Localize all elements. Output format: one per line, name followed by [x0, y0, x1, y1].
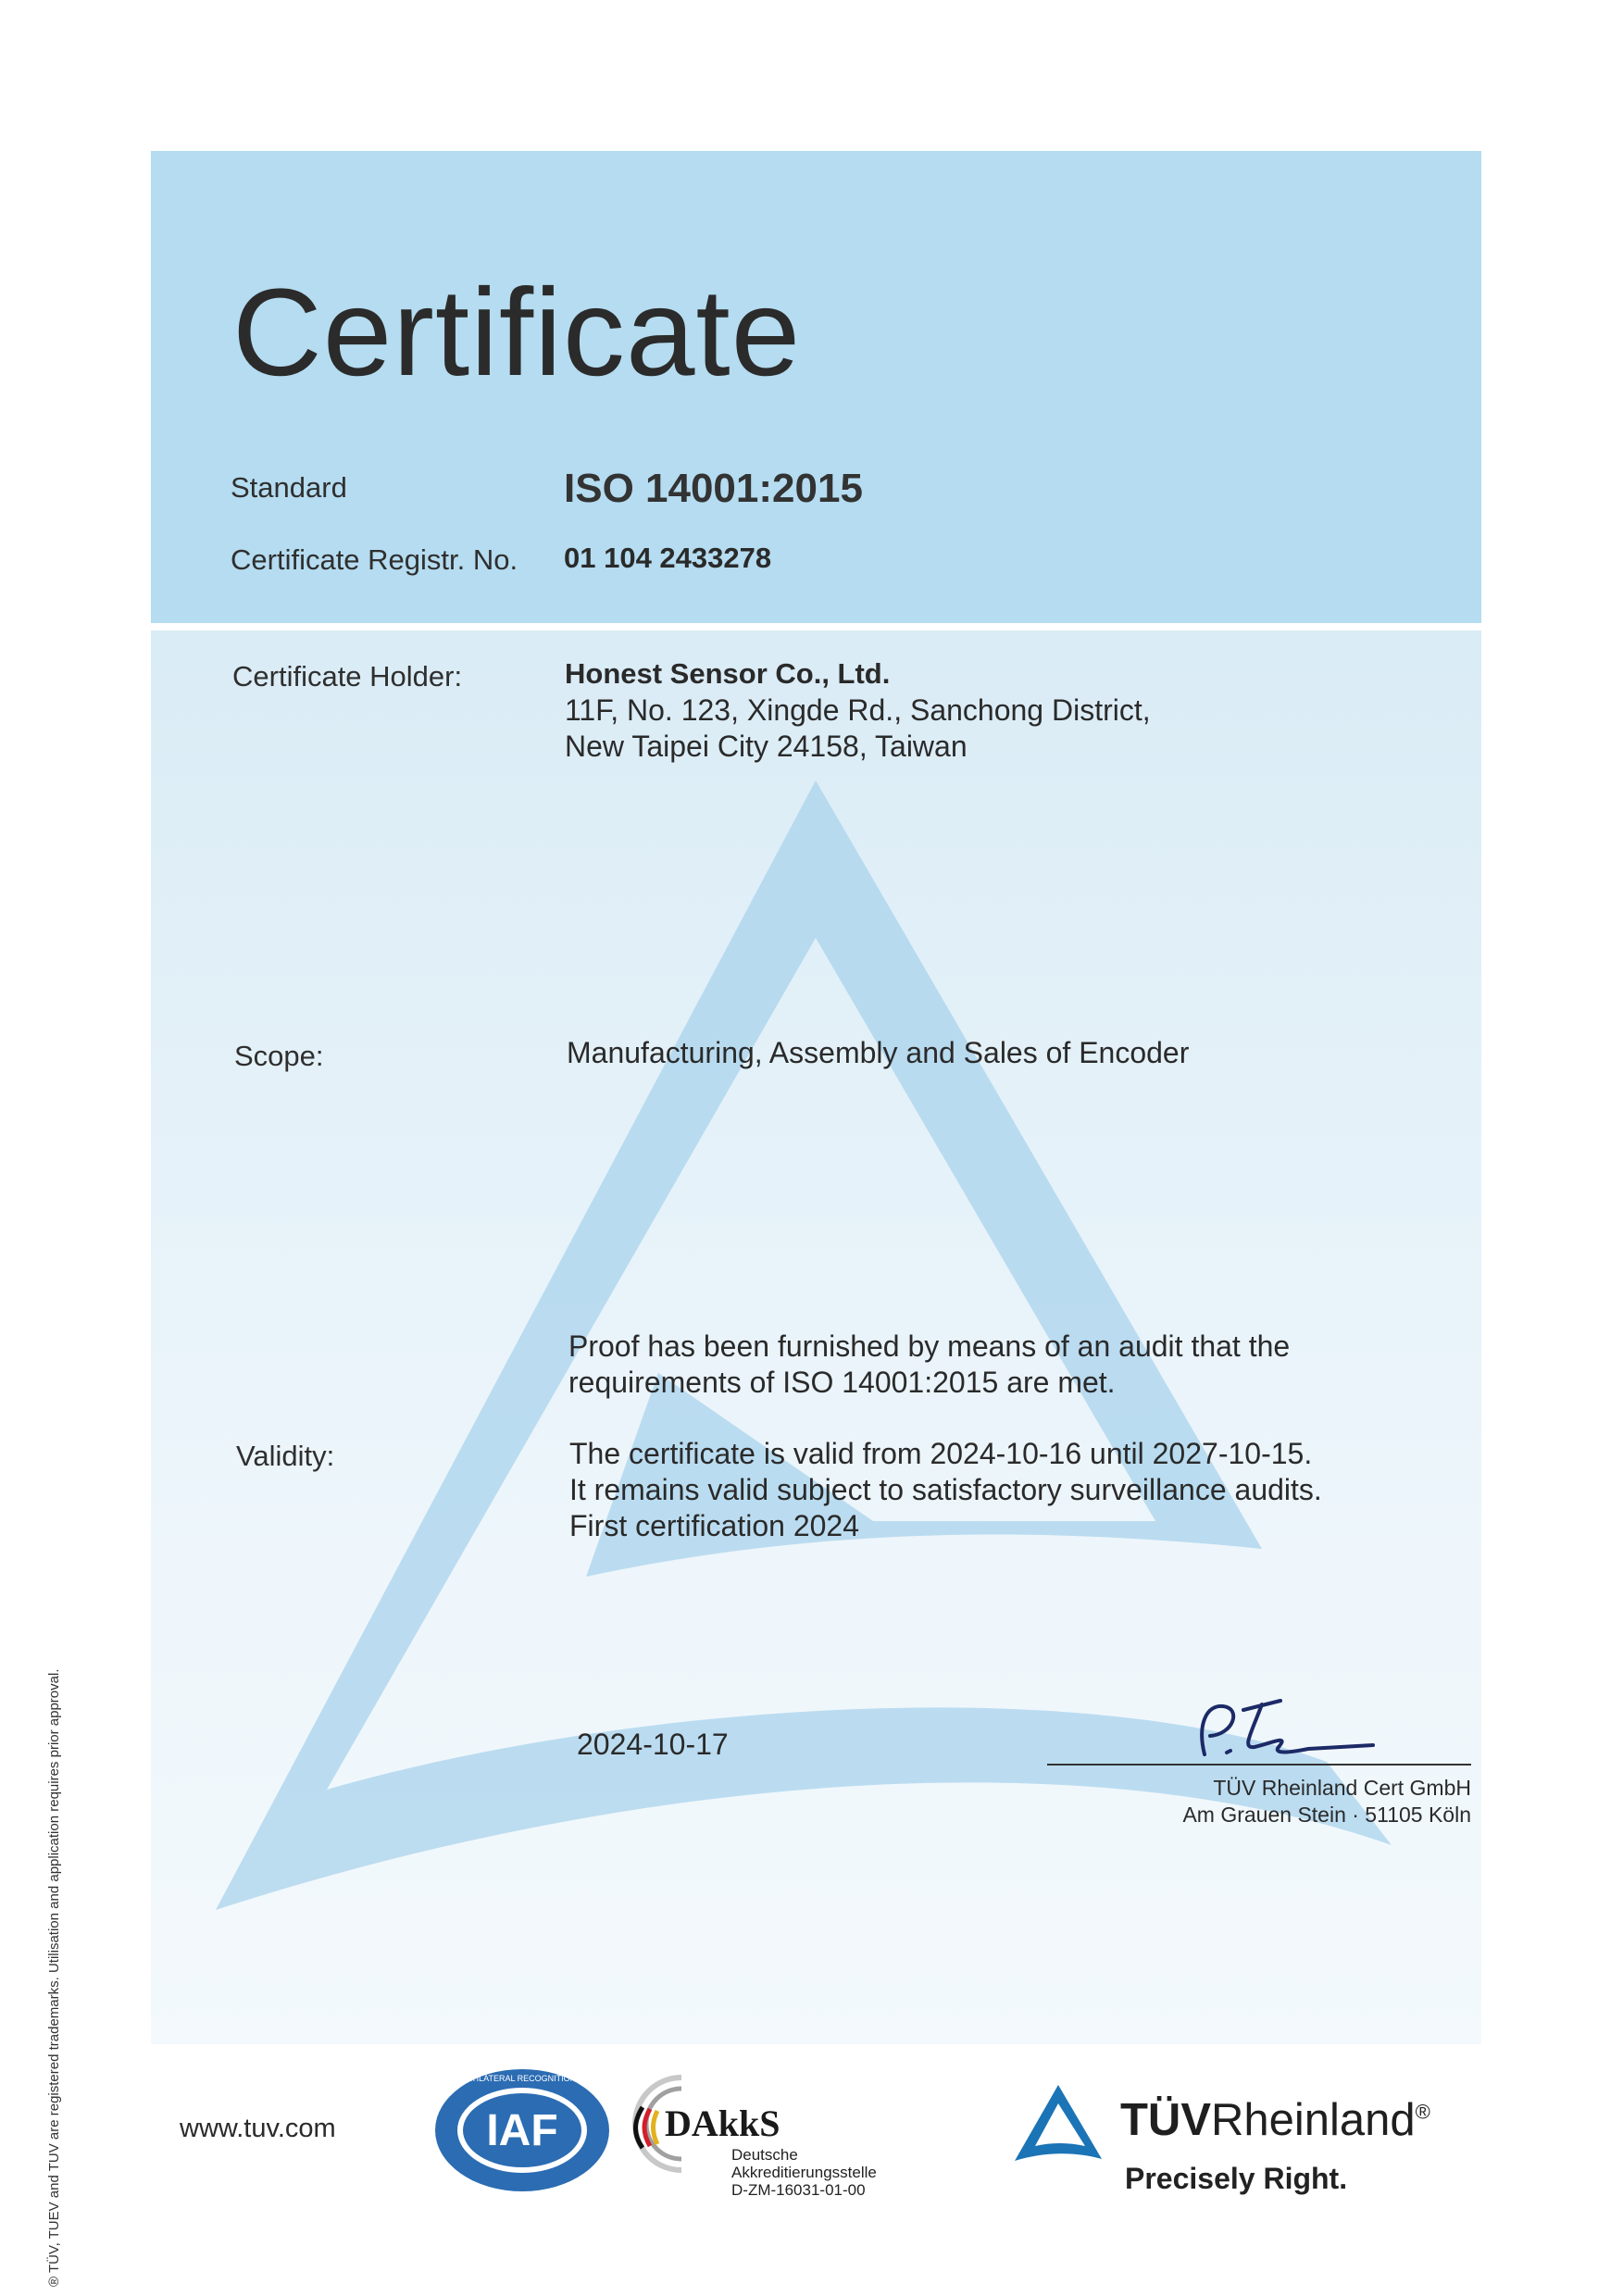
tuv-brand-rest: Rheinland: [1211, 2095, 1416, 2145]
dakks-line-2: Akkreditierungsstelle: [731, 2164, 877, 2181]
signature-line: [1047, 1764, 1471, 1766]
validity-line-3: First certification 2024: [569, 1509, 860, 1542]
tuv-registered-mark: ®: [1415, 2100, 1430, 2124]
standard-value: ISO 14001:2015: [564, 466, 863, 511]
iaf-ring-text: MEMBER OF MULTILATERAL RECOGNITION ARRANGEMENT: [401, 2074, 643, 2083]
scope-value: Manufacturing, Assembly and Sales of Encoder: [567, 1036, 1190, 1069]
proof-line-1: Proof has been furnished by means of an audit that the: [568, 1329, 1291, 1363]
holder-label: Certificate Holder:: [232, 660, 463, 693]
iaf-logo-text: IAF: [486, 2106, 558, 2155]
issuer-name: TÜV Rheinland Cert GmbH: [1213, 1776, 1471, 1800]
dakks-line-3: D-ZM-16031-01-00: [731, 2181, 866, 2199]
certificate-panel: [151, 151, 1481, 2044]
dakks-line-1: Deutsche: [731, 2146, 798, 2164]
tuv-brand-bold: TÜV: [1120, 2095, 1211, 2145]
tuv-tagline: Precisely Right.: [1125, 2162, 1348, 2195]
validity-label: Validity:: [236, 1440, 335, 1472]
registration-number: 01 104 2433278: [564, 542, 772, 574]
signature-icon: [1169, 1688, 1410, 1771]
issuer-address: Am Grauen Stein · 51105 Köln: [1182, 1803, 1471, 1827]
tuv-brand: [1120, 2094, 1430, 2146]
holder-name: Honest Sensor Co., Ltd.: [565, 657, 891, 690]
website-link[interactable]: www.tuv.com: [180, 2114, 336, 2143]
certificate-title: Certificate: [232, 264, 802, 402]
iaf-logo-icon: [401, 2066, 643, 2194]
issue-date: 2024-10-17: [577, 1728, 729, 1761]
tuv-triangle-logo-icon: [1011, 2081, 1105, 2165]
dakks-name: DAkkS: [665, 2103, 780, 2144]
validity-line-1: The certificate is valid from 2024-10-16 until 2027-10-15.: [569, 1437, 1313, 1470]
scope-label: Scope:: [234, 1040, 324, 1072]
holder-address-line-1: 11F, No. 123, Xingde Rd., Sanchong District,: [565, 693, 1151, 727]
standard-label: Standard: [231, 471, 347, 504]
holder-address-line-2: New Taipei City 24158, Taiwan: [565, 730, 968, 763]
validity-line-2: It remains valid subject to satisfactory surveillance audits.: [569, 1473, 1322, 1506]
proof-line-2: requirements of ISO 14001:2015 are met.: [568, 1366, 1116, 1399]
registration-label: Certificate Registr. No.: [231, 543, 518, 576]
trademark-note: ® TÜV, TUEV and TUV are registered trademarks. Utilisation and application requires prior approval.: [46, 1668, 62, 2287]
